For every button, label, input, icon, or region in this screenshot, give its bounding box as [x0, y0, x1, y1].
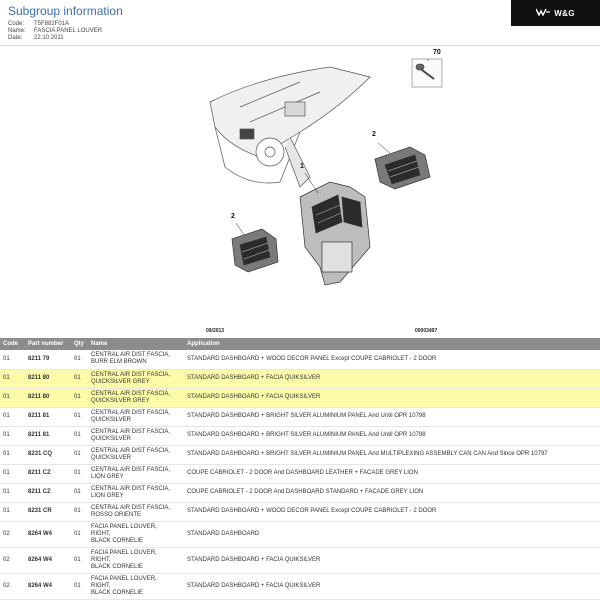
application-cell: STANDARD DASHBOARD [184, 521, 600, 547]
date-value: 22.10.2011 [34, 35, 64, 41]
name-line: RIGHT, [91, 582, 111, 589]
code-cell: 01 [0, 369, 25, 388]
column-header-qty[interactable]: Qty [71, 338, 88, 350]
brand-name: W&G [554, 8, 575, 18]
application-cell: COUPE CABRIOLET - 2 DOOR And DASHBOARD STANDARD + FACADE GREY LION [184, 483, 600, 502]
code-cell: 02 [0, 573, 25, 599]
name-cell [88, 388, 184, 407]
name-line: CENTRAL AIR DIST FASCIA, [91, 447, 171, 454]
callout-left-louver[interactable]: 2 [231, 213, 235, 220]
name-line: BURR ELM BROWN [91, 359, 147, 366]
name-cell [88, 426, 184, 445]
table-row[interactable] [0, 445, 600, 464]
table-row[interactable] [0, 521, 600, 547]
name-line: FACIA PANEL LOUVER, [91, 523, 157, 530]
application-cell: STANDARD DASHBOARD + FACIA QUIKSILVER [184, 369, 600, 388]
dashboard-overview-drawing [210, 67, 370, 187]
name-line: RIGHT, [91, 530, 111, 537]
name-value: FASCIA PANEL LOUVER [34, 28, 103, 34]
code-cell: 01 [0, 388, 25, 407]
name-line: QUICKSILVER GREY [91, 378, 150, 385]
part-number-cell: 8211 80 [25, 369, 71, 388]
table-row[interactable] [0, 407, 600, 426]
name-line: BLACK CORNELIE [91, 589, 144, 596]
part-number-cell: 8231 CQ [25, 445, 71, 464]
code-cell: 01 [0, 502, 25, 521]
name-line: CENTRAL AIR DIST FASCIA, [91, 352, 171, 359]
part-number-cell: 8231 CR [25, 502, 71, 521]
qty-cell: 01 [71, 388, 88, 407]
callout-screw[interactable]: 70 [433, 49, 441, 56]
name-cell [88, 407, 184, 426]
name-line: ROSSO ORIENTE [91, 511, 142, 518]
name-line: FACIA PANEL LOUVER, [91, 575, 157, 582]
screw-drawing [412, 59, 442, 87]
name-cell [88, 369, 184, 388]
parts-table-container [0, 338, 600, 600]
name-cell [88, 483, 184, 502]
name-line: LION GREY [91, 473, 124, 480]
code-cell: 02 [0, 521, 25, 547]
central-fascia-drawing [300, 182, 370, 285]
name-line: QUICKSILVER [91, 435, 131, 442]
brand-mark-icon [536, 8, 550, 18]
name-line: BLACK CORNELIE [91, 537, 144, 544]
name-cell [88, 350, 184, 369]
qty-cell: 01 [71, 547, 88, 573]
name-line: CENTRAL AIR DIST FASCIA, [91, 504, 171, 511]
name-line: CENTRAL AIR DIST FASCIA, [91, 485, 171, 492]
code-cell: 01 [0, 464, 25, 483]
name-line: CENTRAL AIR DIST FASCIA, [91, 371, 171, 378]
parts-table-body [0, 350, 600, 599]
qty-cell: 01 [71, 502, 88, 521]
code-cell: 01 [0, 407, 25, 426]
parts-table [0, 338, 600, 600]
column-header-name[interactable]: Name [88, 338, 184, 350]
table-row[interactable] [0, 388, 600, 407]
name-line: FACIA PANEL LOUVER, [91, 549, 157, 556]
code-cell: 01 [0, 483, 25, 502]
subgroup-header [0, 0, 600, 46]
qty-cell: 01 [71, 369, 88, 388]
callout-central-fascia[interactable]: 1 [300, 163, 304, 170]
code-value: T5F882F01A [34, 21, 70, 27]
code-label: Code: [8, 21, 25, 27]
application-cell: COUPE CABRIOLET - 2 DOOR And DASHBOARD LEATHER + FACADE GREY LION [184, 464, 600, 483]
application-cell: STANDARD DASHBOARD + FACIA QUIKSILVER [184, 388, 600, 407]
part-number-cell: 8211 81 [25, 407, 71, 426]
application-cell: STANDARD DASHBOARD + WOOD DECOR PANEL Except COUPE CABRIOLET - 2 DOOR [184, 350, 600, 369]
qty-cell: 01 [71, 426, 88, 445]
qty-cell: 01 [71, 464, 88, 483]
name-line: CENTRAL AIR DIST FASCIA, [91, 390, 171, 397]
left-louver-drawing [232, 229, 278, 272]
parts-table-header [0, 338, 600, 350]
code-cell: 01 [0, 426, 25, 445]
name-label: Name: [8, 28, 26, 34]
qty-cell: 01 [71, 350, 88, 369]
column-header-code[interactable]: Code [0, 338, 25, 350]
application-cell: STANDARD DASHBOARD + WOOD DECOR PANEL Except COUPE CABRIOLET - 2 DOOR [184, 502, 600, 521]
qty-cell: 01 [71, 521, 88, 547]
name-line: CENTRAL AIR DIST FASCIA, [91, 428, 171, 435]
date-label: Date: [8, 35, 23, 41]
right-louver-drawing [375, 147, 430, 189]
callout-right-louver[interactable]: 2 [372, 131, 376, 138]
name-line: QUICKSILVER [91, 416, 131, 423]
code-cell: 01 [0, 350, 25, 369]
application-cell: STANDARD DASHBOARD + BRIGHT SILVER ALUMINIUM PANEL And MULTIPLEXING ASSEMBLY CAN CAN And Since OPR 10797 [184, 445, 600, 464]
table-row[interactable] [0, 547, 600, 573]
subgroup-meta [8, 21, 102, 42]
parts-diagram [0, 47, 600, 337]
table-row[interactable] [0, 369, 600, 388]
table-row[interactable] [0, 350, 600, 369]
brand-logo [511, 0, 600, 26]
name-line: QUICKSILVER GREY [91, 397, 150, 404]
page-title: Subgroup information [8, 4, 123, 18]
name-line: LION GREY [91, 492, 124, 499]
name-cell [88, 547, 184, 573]
table-row[interactable] [0, 464, 600, 483]
part-number-cell: 8211 79 [25, 350, 71, 369]
part-number-cell: 8264 W4 [25, 521, 71, 547]
part-number-cell: 8264 W4 [25, 547, 71, 573]
code-cell: 01 [0, 445, 25, 464]
qty-cell: 01 [71, 483, 88, 502]
diagram-reference-code: 00003497 [415, 328, 438, 334]
table-row[interactable] [0, 502, 600, 521]
qty-cell: 01 [71, 445, 88, 464]
application-cell: STANDARD DASHBOARD + BRIGHT SILVER ALUMINIUM PANEL And Until OPR 10798 [184, 407, 600, 426]
exploded-view-drawing [0, 47, 600, 337]
column-header-part-number[interactable]: Part number [25, 338, 71, 350]
application-cell: STANDARD DASHBOARD + FACIA QUIKSILVER [184, 547, 600, 573]
name-line: CENTRAL AIR DIST FASCIA, [91, 409, 171, 416]
name-line: RIGHT, [91, 556, 111, 563]
name-cell [88, 445, 184, 464]
code-cell: 02 [0, 547, 25, 573]
name-cell [88, 464, 184, 483]
application-cell: STANDARD DASHBOARD + FACIA QUIKSILVER [184, 573, 600, 599]
part-number-cell: 8211 CZ [25, 483, 71, 502]
part-number-cell: 8211 80 [25, 388, 71, 407]
part-number-cell: 8264 W4 [25, 573, 71, 599]
qty-cell: 01 [71, 407, 88, 426]
table-row[interactable] [0, 573, 600, 599]
diagram-date-code: 09/2013 [206, 328, 225, 334]
part-number-cell: 8211 CZ [25, 464, 71, 483]
part-number-cell: 8211 81 [25, 426, 71, 445]
table-row[interactable] [0, 426, 600, 445]
column-header-application[interactable]: Application [184, 338, 600, 350]
name-line: BLACK CORNELIE [91, 563, 144, 570]
table-row[interactable] [0, 483, 600, 502]
name-cell [88, 521, 184, 547]
application-cell: STANDARD DASHBOARD + BRIGHT SILVER ALUMINIUM PANEL And Until OPR 10798 [184, 426, 600, 445]
name-line: CENTRAL AIR DIST FASCIA, [91, 466, 171, 473]
name-line: QUICKSILVER [91, 454, 131, 461]
name-cell [88, 573, 184, 599]
name-cell [88, 502, 184, 521]
qty-cell: 01 [71, 573, 88, 599]
